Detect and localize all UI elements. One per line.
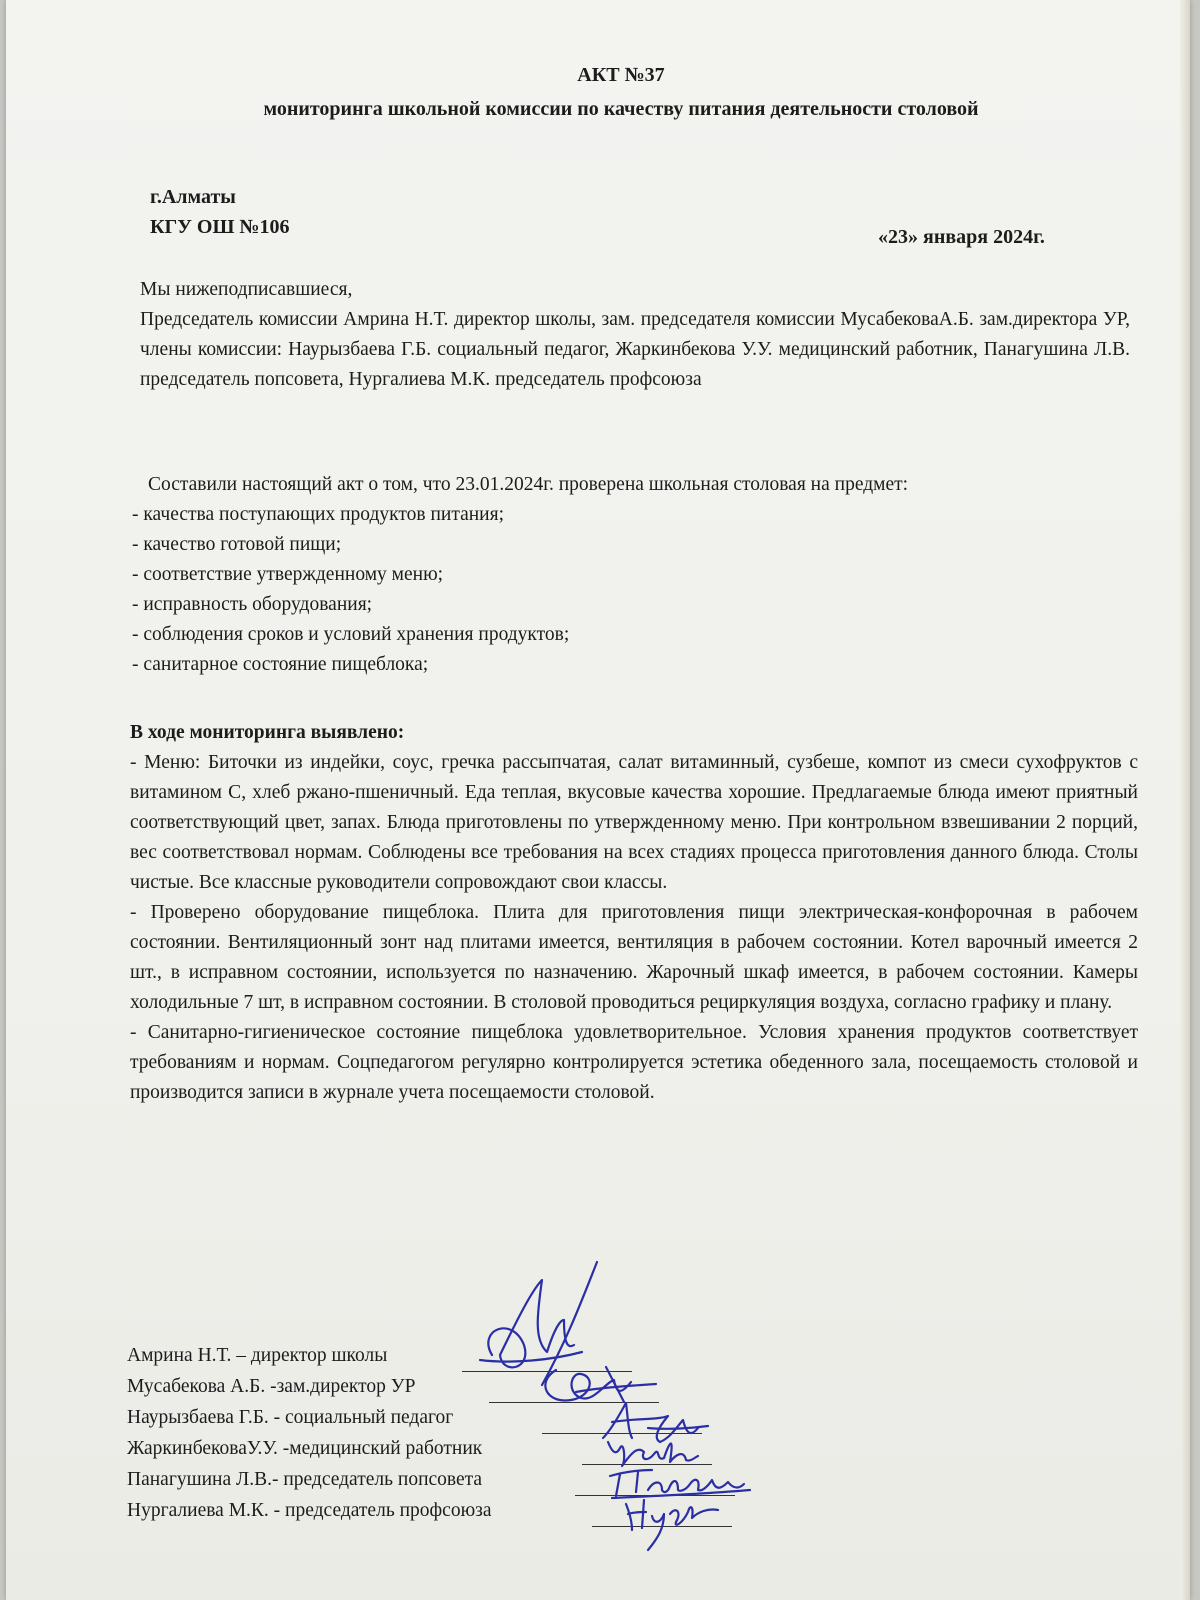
signature-row (127, 1433, 492, 1464)
signature-row (127, 1402, 492, 1433)
act-item: - качества поступающих продуктов питания; (132, 504, 505, 525)
document-page (6, 0, 1190, 1600)
organization: КГУ ОШ №106 (150, 216, 290, 238)
findings-paragraph: - Санитарно-гигиеническое состояние пищеблока удовлетворительное. Условия хранения продуктов соответствует требованиям и нормам. Соцпедагогом регулярно контролируется эстетика обеденного зала, посещаемость столовой и производится записи в журнале учета посещаемости столовой. (130, 1022, 1138, 1103)
act-item: - санитарное состояние пищеблока; (132, 654, 429, 675)
signature-row (127, 1371, 492, 1402)
signatory-label: Наурызбаева Г.Б. - социальный педагог (127, 1407, 454, 1428)
intro-opening: Мы нижеподписавшиеся, (140, 279, 353, 300)
signatory-label: Нургалиева М.К. - председатель профсоюза (127, 1500, 492, 1521)
signatory-label: Панагушина Л.В.- председатель попсовета (127, 1469, 483, 1490)
document-subtitle: мониторинга школьной комиссии по качеству питания деятельности столовой (263, 98, 979, 120)
act-item: - соответствие утвержденному меню; (132, 564, 444, 585)
city: г.Алматы (150, 186, 236, 208)
signatory-label: Амрина Н.Т. – директор школы (127, 1345, 388, 1366)
findings-heading: В ходе мониторинга выявлено: (130, 722, 405, 743)
paper-edge (1180, 0, 1190, 1600)
act-section (132, 470, 1132, 680)
commission-members: Председатель комиссии Амрина Н.Т. директор школы, зам. председателя комиссии МусабековаА.Б. зам.директора УР, члены комиссии: Наурызбаева Г.Б. социальный педагог, Жаркинбекова У.У. медицинский работник, Панагушина Л.В. председатель попсовета, Нургалиева М.К. председатель профсоюза (140, 309, 1130, 390)
findings-paragraph: - Меню: Биточки из индейки, соус, гречка рассыпчатая, салат витаминный, сузбеше, компот из смеси сухофруктов с витамином С, хлеб ржано-пшеничный. Еда теплая, вкусовые качества хорошие. Предлагаемые блюда имеют приятный соответствующий цвет, запах. Блюда приготовлены по утвержденному меню. При контрольном взвешивании 2 порций, вес соответствовал нормам. Соблюдены все требования на всех стадиях процесса приготовления данного блюда. Столы чистые. Все классные руководители сопровождают свои классы. (130, 752, 1138, 893)
signature-row (127, 1340, 492, 1371)
intro-section (140, 275, 1130, 395)
signature-nurgalieva (618, 1494, 738, 1554)
signature-row (127, 1464, 492, 1495)
document-title: АКТ №37 (577, 64, 665, 86)
act-item: - исправность оборудования; (132, 594, 373, 615)
signature-row (127, 1495, 492, 1526)
signature-block (127, 1340, 492, 1526)
act-item: - качество готовой пищи; (132, 534, 342, 555)
signatory-label: ЖаркинбековаУ.У. -медицинский работник (127, 1438, 483, 1459)
findings-paragraph: - Проверено оборудование пищеблока. Плита для приготовления пищи электрическая-конфорочная в рабочем состоянии. Вентиляционный зонт над плитами имеется, вентиляция в рабочем состоянии. Котел варочный имеется 2 шт., в исправном состоянии, используется по назначению. Жарочный шкаф имеется, в рабочем состоянии. Камеры холодильные 7 шт, в исправном состоянии. В столовой проводиться рециркуляция воздуха, согласно графику и плану. (130, 902, 1138, 1013)
act-item: - соблюдения сроков и условий хранения продуктов; (132, 624, 570, 645)
document-date: «23» января 2024г. (878, 226, 1045, 248)
findings-section (130, 718, 1138, 1108)
act-lead: Составили настоящий акт о том, что 23.01.2024г. проверена школьная столовая на предмет: (148, 474, 909, 495)
signatory-label: Мусабекова А.Б. -зам.директор УР (127, 1376, 416, 1397)
